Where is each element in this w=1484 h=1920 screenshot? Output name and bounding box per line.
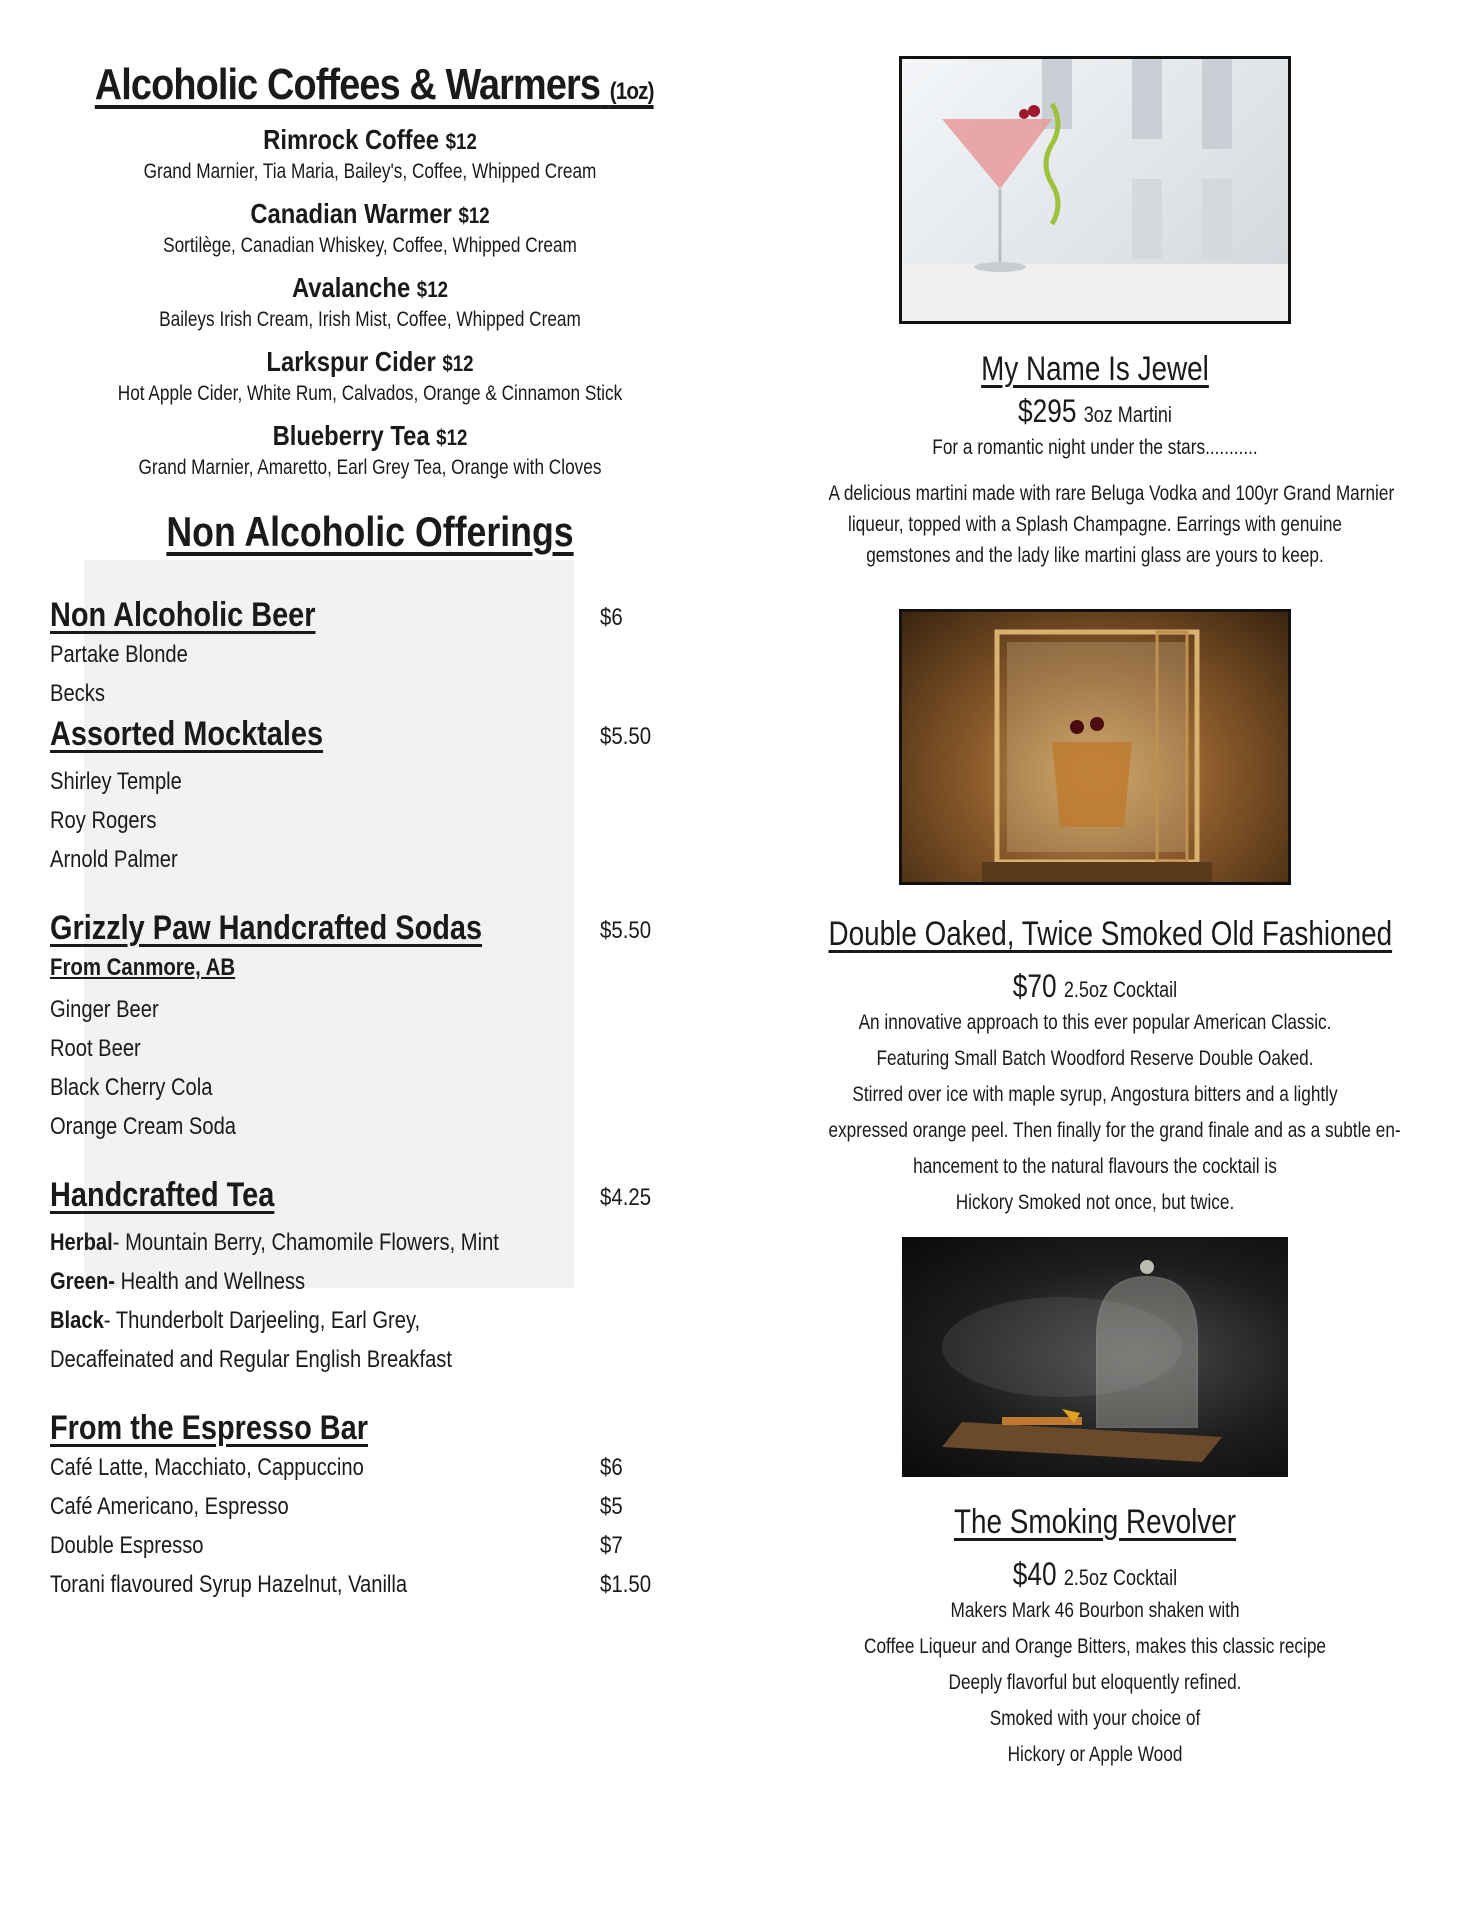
feature-desc-line: expressed orange peel. Then finally for the grand finale and as a subtle en- (828, 1119, 1401, 1142)
feature-desc-line: Deeply flavorful but eloquently refined. (948, 1671, 1242, 1694)
coffee-item (50, 124, 690, 184)
alcoholic-title: Alcoholic Coffees & Warmers (94, 60, 601, 109)
tea-herbal-label: Herbal (50, 1229, 113, 1256)
list-item: Becks (50, 680, 105, 707)
espresso-row (50, 1487, 690, 1526)
coffee-desc: Sortilège, Canadian Whiskey, Coffee, Whipped Cream (163, 234, 577, 257)
coffee-price: $12 (436, 425, 468, 450)
list-item: Orange Cream Soda (50, 1113, 237, 1140)
espresso-price: $7 (600, 1532, 623, 1559)
coffee-price: $12 (442, 351, 474, 376)
list-item: Roy Rogers (50, 807, 157, 834)
section-beer (50, 596, 690, 713)
coffee-desc: Baileys Irish Cream, Irish Mist, Coffee, Whipped Cream (159, 308, 581, 331)
coffee-desc: Hot Apple Cider, White Rum, Calvados, Orange & Cinnamon Stick (117, 382, 623, 405)
section-price: $4.25 (600, 1184, 652, 1211)
espresso-price: $1.50 (600, 1571, 652, 1598)
feature-price-value: $70 (1012, 968, 1057, 1004)
feature-desc-line: An innovative approach to this ever popular American Classic. (858, 1011, 1332, 1034)
smoking-revolver-photo (902, 1237, 1288, 1477)
section-title: Handcrafted Tea (50, 1176, 275, 1214)
feature-price (829, 393, 1362, 430)
feature-title: The Smoking Revolver (953, 1503, 1237, 1541)
feature-tagline: For a romantic night under the stars........... (932, 436, 1258, 459)
feature-desc-line: Hickory Smoked not once, but twice. (955, 1191, 1235, 1214)
espresso-label: Café Americano, Espresso (50, 1493, 289, 1520)
coffee-desc: Grand Marnier, Amaretto, Earl Grey Tea, Orange with Cloves (138, 456, 602, 479)
cocktail-box-icon (902, 612, 1288, 882)
coffee-name: Rimrock Coffee (263, 124, 440, 155)
section-title: Non Alcoholic Beer (50, 596, 316, 634)
feature-desc-line: Hickory or Apple Wood (1007, 1743, 1183, 1766)
coffee-name: Avalanche (291, 272, 411, 303)
list-item: Shirley Temple (50, 768, 182, 795)
feature-desc-line: hancement to the natural flavours the cocktail is (913, 1155, 1277, 1178)
section-price: $5.50 (600, 917, 652, 944)
tea-green (50, 1262, 588, 1301)
section-title: Assorted Mocktales (50, 715, 324, 753)
right-column (770, 56, 1420, 1773)
section-price: $5.50 (600, 723, 652, 750)
martini-glass-icon (902, 59, 1288, 321)
alcoholic-title-note: (1oz) (609, 78, 654, 105)
section-sodas (50, 909, 690, 1146)
feature-desc-line: gemstones and the lady like martini glass are yours to keep. (866, 544, 1324, 567)
section-mocktales (50, 715, 690, 879)
coffee-price: $12 (445, 129, 477, 154)
espresso-label: Torani flavoured Syrup Hazelnut, Vanilla (50, 1571, 408, 1598)
old-fashioned-photo (899, 609, 1291, 885)
espresso-row (50, 1526, 690, 1565)
tea-black-text: - Thunderbolt Darjeeling, Earl Grey, (103, 1307, 421, 1334)
section-title: From the Espresso Bar (50, 1409, 369, 1447)
espresso-row (50, 1448, 690, 1487)
alcoholic-heading (94, 60, 654, 110)
feature-desc-line: Featuring Small Batch Woodford Reserve Double Oaked. (876, 1047, 1314, 1070)
left-column (50, 60, 690, 1604)
tea-black-cont: Decaffeinated and Regular English Breakfast (50, 1346, 452, 1373)
coffee-price: $12 (416, 277, 449, 302)
coffee-desc: Grand Marnier, Tia Maria, Bailey's, Coffee, Whipped Cream (143, 160, 597, 183)
espresso-label: Café Latte, Macchiato, Cappuccino (50, 1454, 364, 1481)
list-item: Root Beer (50, 1035, 141, 1062)
tea-black (50, 1301, 588, 1340)
espresso-label: Double Espresso (50, 1532, 204, 1559)
tea-herbal (50, 1223, 588, 1262)
section-tea (50, 1176, 690, 1379)
list-item: Ginger Beer (50, 996, 159, 1023)
list-item: Black Cherry Cola (50, 1074, 213, 1101)
coffee-item (50, 346, 690, 406)
coffee-name: Blueberry Tea (272, 420, 430, 451)
espresso-row (50, 1565, 690, 1604)
feature-price-note: 2.5oz Cocktail (1063, 1565, 1178, 1590)
feature-desc-line: Makers Mark 46 Bourbon shaken with (950, 1599, 1240, 1622)
feature-desc-line: Coffee Liqueur and Orange Bitters, makes this classic recipe (864, 1635, 1326, 1658)
feature-title: My Name Is Jewel (981, 350, 1209, 388)
coffee-item (50, 198, 690, 258)
section-subtitle: From Canmore, AB (50, 954, 236, 981)
coffee-price: $12 (458, 203, 490, 228)
martini-photo (899, 56, 1291, 324)
feature-title: Double Oaked, Twice Smoked Old Fashioned (828, 915, 1393, 953)
tea-green-text: Health and Wellness (114, 1268, 306, 1295)
feature-price (829, 968, 1362, 1005)
espresso-price: $5 (600, 1493, 623, 1520)
coffee-name: Canadian Warmer (250, 198, 452, 229)
feature-price-value: $40 (1012, 1556, 1057, 1592)
section-title: Grizzly Paw Handcrafted Sodas (50, 909, 483, 947)
coffee-item (50, 420, 690, 480)
nonalc-heading: Non Alcoholic Offerings (166, 508, 574, 555)
espresso-price: $6 (600, 1454, 623, 1481)
feature-desc-line: liqueur, topped with a Splash Champagne. Earrings with genuine (848, 513, 1342, 536)
feature-desc-line: Stirred over ice with maple syrup, Angostura bitters and a lightly (852, 1083, 1338, 1106)
feature-desc-line: A delicious martini made with rare Beluga Vodka and 100yr Grand Marnier (828, 482, 1395, 505)
feature-price-note: 2.5oz Cocktail (1063, 977, 1178, 1002)
tea-herbal-text: - Mountain Berry, Chamomile Flowers, Mint (112, 1229, 499, 1256)
feature-price-value: $295 (1018, 393, 1077, 429)
list-item: Partake Blonde (50, 641, 188, 668)
feature-price-note: 3oz Martini (1083, 402, 1172, 427)
list-item: Arnold Palmer (50, 846, 178, 873)
section-espresso (50, 1409, 690, 1604)
section-price: $6 (600, 604, 623, 631)
coffee-item (50, 272, 690, 332)
coffee-name: Larkspur Cider (266, 346, 436, 377)
tea-black-label: Black (50, 1307, 104, 1334)
feature-price (829, 1556, 1362, 1593)
cloche-icon (902, 1237, 1288, 1477)
tea-green-label: Green- (50, 1268, 115, 1295)
feature-desc-line: Smoked with your choice of (989, 1707, 1201, 1730)
